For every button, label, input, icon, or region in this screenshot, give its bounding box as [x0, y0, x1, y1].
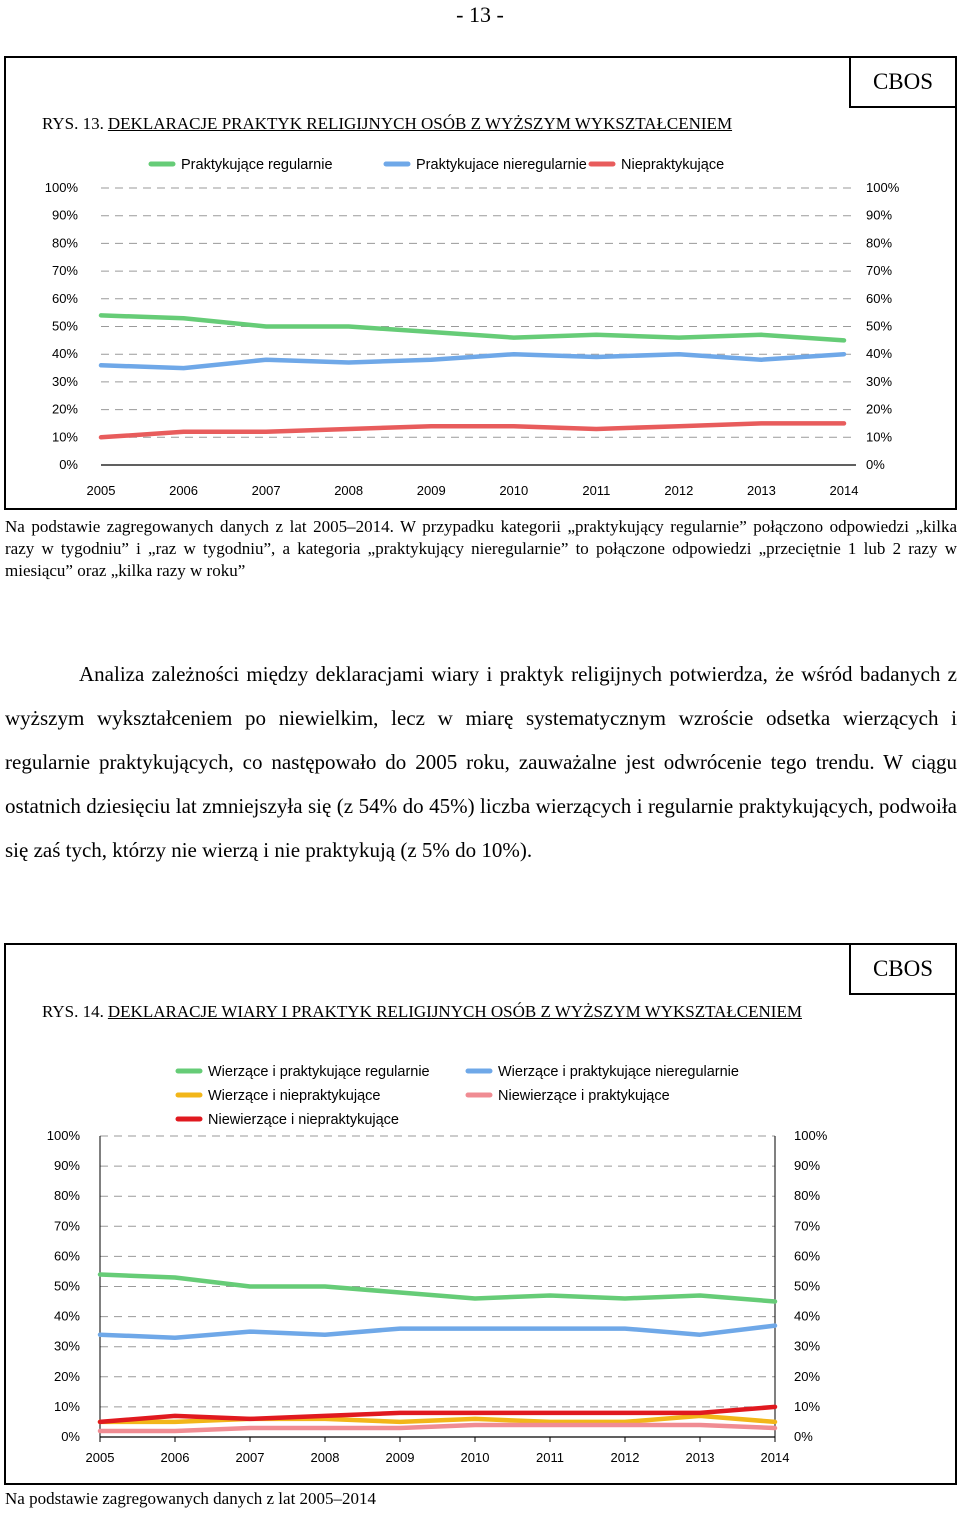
y-tick-label-right: 0% [866, 457, 885, 472]
x-tick-label: 2012 [610, 1450, 640, 1465]
y-tick-label-right: 50% [794, 1278, 821, 1294]
y-tick-label-left: 30% [51, 373, 78, 389]
x-tick-label: 2011 [536, 1450, 564, 1465]
y-tick-label-right: 70% [866, 263, 893, 279]
x-tick-label: 2007 [235, 1450, 265, 1465]
y-tick-label-left: 100% [46, 1128, 80, 1143]
legend-label: Praktykujace nieregularnie [416, 157, 587, 173]
y-tick-label-right: 80% [794, 1188, 821, 1204]
x-tick-label: 2008 [310, 1450, 340, 1465]
x-tick-label: 2011 [582, 483, 611, 498]
x-tick-label: 2006 [160, 1450, 190, 1465]
x-tick-label: 2010 [460, 1450, 490, 1465]
y-tick-label-right: 40% [794, 1308, 821, 1324]
y-tick-label-left: 30% [53, 1338, 80, 1354]
y-tick-label-right: 30% [794, 1338, 821, 1354]
legend-label: Niepraktykujące [621, 157, 725, 173]
legend-label: Niewierzące i niepraktykujące [208, 1112, 399, 1128]
x-tick-label: 2014 [760, 1450, 790, 1465]
y-tick-label-right: 10% [794, 1398, 821, 1414]
y-tick-label-left: 70% [51, 263, 78, 279]
figure-14-caption: DEKLARACJE WIARY I PRAKTYK RELIGIJNYCH OSÓB Z WYŻSZYM WYKSZTAŁCENIEM [107, 1002, 802, 1021]
x-tick-label: 2008 [334, 483, 364, 498]
x-tick-label: 2009 [385, 1450, 415, 1465]
y-tick-label-right: 100% [794, 1128, 828, 1143]
page-number: - 13 - [456, 2, 504, 27]
y-tick-label-right: 20% [794, 1368, 821, 1384]
series-line-4 [100, 1425, 775, 1431]
y-tick-label-left: 50% [53, 1278, 80, 1294]
x-tick-label: 2010 [499, 483, 529, 498]
y-tick-label-left: 40% [51, 346, 78, 362]
x-tick-label: 2006 [169, 483, 199, 498]
x-tick-label: 2007 [251, 483, 281, 498]
series-line-3 [101, 423, 844, 437]
figure-13-note: Na podstawie zagregowanych danych z lat 2005–2014. W przypadku kategorii „praktykujący regularnie” połączono odpowiedzi „kilka razy w tygodniu” i „raz w tygodniu”, a kategoria „praktykujący nieregularnie” to połączone odpowiedzi „przeciętnie 1 lub 2 razy w miesiącu” oraz „kilka razy w roku” [5, 517, 957, 580]
y-tick-label-left: 100% [44, 180, 78, 195]
legend-label: Wierzące i praktykujące nieregularnie [498, 1064, 739, 1080]
y-tick-label-left: 10% [51, 429, 78, 445]
x-tick-label: 2005 [86, 483, 116, 498]
y-tick-label-right: 30% [866, 373, 893, 389]
y-tick-label-right: 60% [866, 290, 893, 306]
series-line-1 [101, 315, 844, 340]
y-tick-label-left: 80% [51, 235, 78, 251]
y-tick-label-right: 0% [794, 1429, 813, 1444]
y-tick-label-right: 60% [794, 1248, 821, 1264]
chart-14 [6, 945, 959, 1487]
chart-13 [6, 58, 959, 512]
y-tick-label-left: 0% [59, 457, 78, 472]
x-tick-label: 2014 [829, 483, 859, 498]
y-tick-label-left: 70% [53, 1218, 80, 1234]
x-tick-label: 2012 [664, 483, 694, 498]
y-tick-label-left: 10% [53, 1398, 80, 1414]
legend-label: Niewierzące i praktykujące [498, 1088, 670, 1104]
y-tick-label-left: 20% [51, 401, 78, 417]
y-tick-label-right: 10% [866, 429, 893, 445]
figure-14-number: RYS. 14. [42, 1002, 104, 1021]
x-tick-label: 2009 [416, 483, 446, 498]
legend-label: Wierzące i praktykujące regularnie [208, 1064, 430, 1080]
figure-14-note: Na podstawie zagregowanych danych z lat 2005–2014 [5, 1489, 377, 1508]
y-tick-label-left: 90% [53, 1158, 80, 1174]
y-tick-label-right: 50% [866, 318, 893, 334]
y-tick-label-right: 80% [866, 235, 893, 251]
y-tick-label-left: 90% [51, 207, 78, 223]
legend-label: Wierzące i niepraktykujące [208, 1088, 381, 1104]
series-line-1 [100, 1275, 775, 1302]
y-tick-label-left: 60% [51, 290, 78, 306]
y-tick-label-left: 0% [61, 1429, 80, 1444]
y-tick-label-left: 20% [53, 1368, 80, 1384]
x-tick-label: 2005 [85, 1450, 115, 1465]
series-line-2 [100, 1326, 775, 1338]
x-tick-label: 2013 [685, 1450, 715, 1465]
series-line-2 [101, 354, 844, 368]
y-tick-label-right: 90% [794, 1158, 821, 1174]
y-tick-label-left: 60% [53, 1248, 80, 1264]
figure-13-caption: DEKLARACJE PRAKTYK RELIGIJNYCH OSÓB Z WYŻSZYM WYKSZTAŁCENIEM [107, 114, 733, 133]
body-paragraph: Analiza zależności między deklaracjami wiary i praktyk religijnych potwierdza, że wśród badanych z wyższym wykształceniem po niewielkim, lecz w miarę systematycznym wzroście odsetka wierzących i regularnie praktykujących, co następowało do 2005 roku, zauważalne jest odwrócenie tego trendu. W ciągu ostatnich dziesięciu lat zmniejszyła się (z 54% do 45%) liczba wierzących i regularnie praktykujących, podwoiła się zaś tych, którzy nie wierzą i nie praktykują (z 5% do 10%). [5, 662, 957, 862]
figure-14 [4, 943, 957, 1485]
figure-13 [4, 56, 957, 510]
cbos-logo-box: CBOS [849, 56, 957, 108]
y-tick-label-right: 90% [866, 207, 893, 223]
y-tick-label-left: 50% [51, 318, 78, 334]
y-tick-label-left: 40% [53, 1308, 80, 1324]
y-tick-label-right: 100% [866, 180, 900, 195]
y-tick-label-left: 80% [53, 1188, 80, 1204]
figure-13-number: RYS. 13. [42, 114, 104, 133]
legend-label: Praktykujące regularnie [181, 157, 333, 173]
y-tick-label-right: 40% [866, 346, 893, 362]
y-tick-label-right: 70% [794, 1218, 821, 1234]
y-tick-label-right: 20% [866, 401, 893, 417]
x-tick-label: 2013 [746, 483, 776, 498]
cbos-logo-box: CBOS [849, 943, 957, 995]
